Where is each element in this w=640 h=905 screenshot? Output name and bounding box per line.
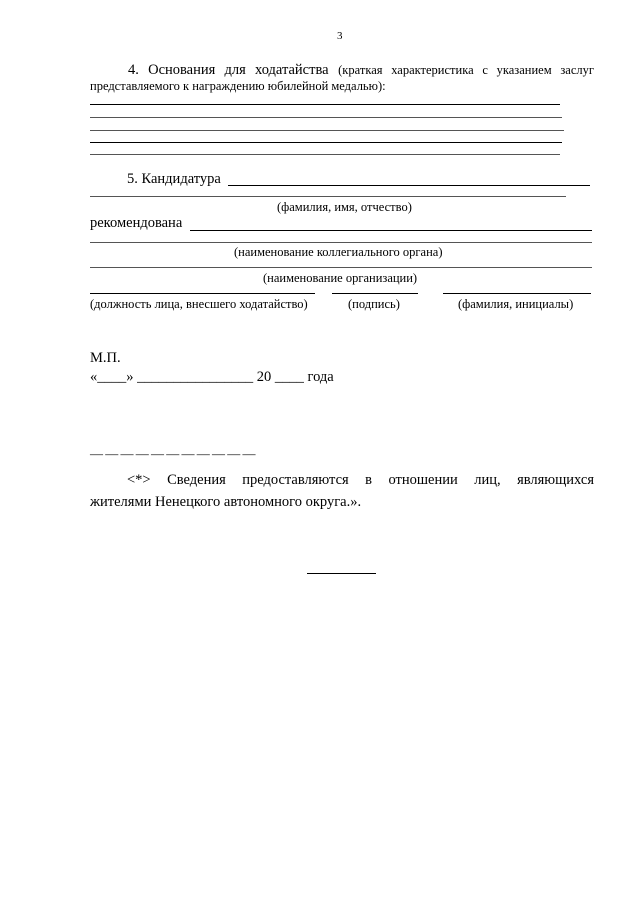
position-caption: (должность лица, внесшего ходатайство)	[90, 297, 308, 311]
date-close-quote: »	[126, 369, 134, 385]
body-caption: (наименование коллегиального органа)	[234, 245, 443, 259]
section4-heading: 4. Основания для ходатайства	[128, 62, 329, 78]
candidacy-field[interactable]	[228, 185, 590, 186]
footnote-line-2: жителями Ненецкого автономного округа.».	[90, 494, 362, 510]
basis-line-4[interactable]	[90, 142, 562, 143]
basis-line-2[interactable]	[90, 117, 562, 118]
organization-field[interactable]	[90, 267, 592, 268]
recommended-label: рекомендована	[90, 215, 183, 231]
date-day-field[interactable]: ____	[97, 369, 127, 385]
date-year-prefix: 20	[256, 369, 272, 385]
name-field[interactable]	[443, 293, 591, 294]
page-number: 3	[337, 30, 343, 42]
date-open-quote: «	[90, 369, 98, 385]
recommended-field[interactable]	[190, 230, 592, 231]
candidacy-label: 5. Кандидатура	[127, 171, 221, 187]
body-field[interactable]	[90, 242, 592, 243]
date-month-field[interactable]: ________________	[137, 369, 254, 385]
stamp-label: М.П.	[90, 350, 121, 366]
position-field[interactable]	[90, 293, 315, 294]
candidacy-field-2[interactable]	[90, 196, 566, 197]
date-suffix: года	[307, 369, 334, 385]
section4-note-part1: (краткая характеристика с указанием заслуг	[338, 63, 594, 77]
section4-heading-line	[128, 61, 594, 79]
basis-line-1[interactable]	[90, 104, 560, 105]
end-rule	[307, 573, 376, 574]
basis-line-3[interactable]	[90, 130, 564, 131]
footnote-separator: — — — — — — — — — — —	[90, 446, 255, 461]
signature-field[interactable]	[332, 293, 418, 294]
date-year-field[interactable]: ____	[274, 369, 304, 385]
name-caption: (фамилия, инициалы)	[458, 297, 574, 311]
date-line	[90, 369, 334, 386]
footnote-line-1: <*> Сведения предоставляются в отношении лиц, являющихся	[127, 472, 594, 488]
basis-line-5[interactable]	[90, 154, 560, 155]
signature-caption: (подпись)	[348, 297, 400, 311]
candidacy-caption: (фамилия, имя, отчество)	[277, 200, 412, 214]
section4-note-part2: представляемого к награждению юбилейной медалью):	[90, 79, 386, 93]
organization-caption: (наименование организации)	[263, 271, 418, 285]
